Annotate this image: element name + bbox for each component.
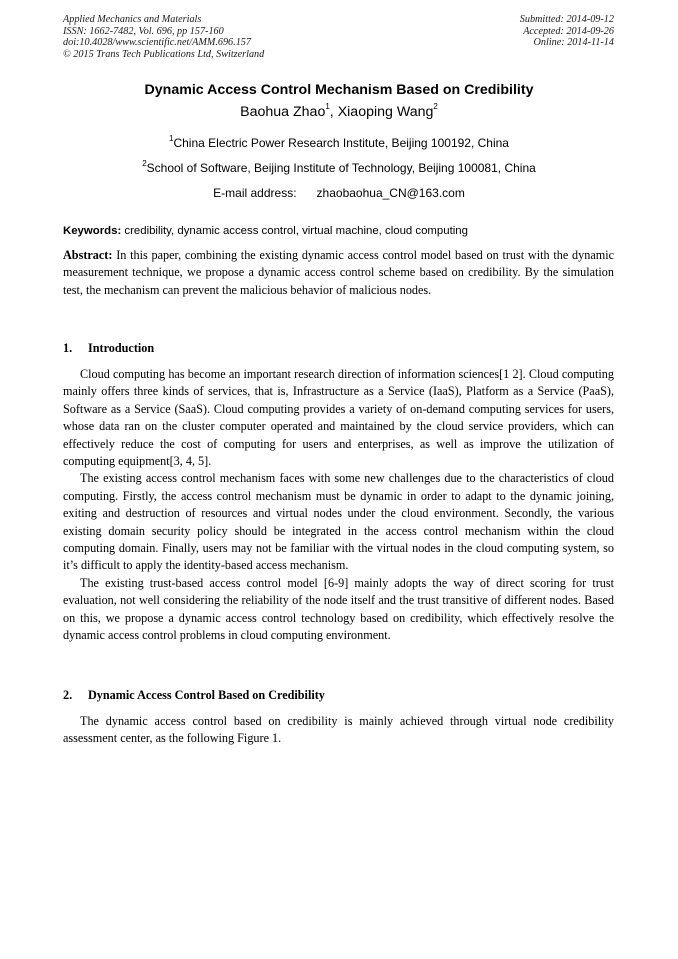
email-address[interactable]: zhaobaohua_CN@163.com (316, 186, 465, 200)
section-number: 1. (63, 341, 73, 355)
section-heading (63, 688, 325, 703)
author-separator: , (329, 104, 338, 120)
section-number: 2. (63, 688, 73, 702)
journal-doi: doi:10.4028/www.scientific.net/AMM.696.157 (63, 37, 251, 49)
section2-body (63, 713, 614, 748)
author-affiliation-mark: 2 (433, 102, 438, 111)
abstract-label: Abstract: (63, 248, 113, 262)
affiliation-text: China Electric Power Research Institute, Beijing 100192, China (173, 136, 509, 150)
affiliation-mark: 2 (142, 159, 147, 168)
email-label: E-mail address: (213, 186, 297, 200)
journal-name: Applied Mechanics and Materials (63, 14, 202, 25)
journal-issn: ISSN: 1662-7482, Vol. 696, pp 157-160 (63, 25, 224, 37)
abstract (63, 247, 614, 299)
journal-copyright: © 2015 Trans Tech Publications Ltd, Switzerland (63, 48, 265, 60)
affiliation-mark: 1 (169, 134, 174, 143)
introduction-body (63, 366, 614, 645)
keywords-label: Keywords: (63, 225, 122, 237)
paragraph: The existing trust-based access control model [6-9] mainly adopts the way of direct scoring for trust evaluation, not well considering the reliability of the node itself and the trust transitive of different nodes. Based on this, we propose a dynamic access control technology based on credibility, which effectively resolve the dynamic access control problems in cloud computing environment. (63, 575, 614, 643)
paper-title: Dynamic Access Control Mechanism Based on Credibility (144, 82, 534, 98)
online-date: Online: 2014-11-14 (533, 37, 614, 49)
email-line (0, 186, 678, 200)
author-name: Xiaoping Wang (337, 104, 434, 120)
keywords (63, 225, 615, 237)
section-heading (63, 341, 154, 356)
section-title: Dynamic Access Control Based on Credibility (88, 688, 325, 702)
publication-dates (520, 14, 614, 49)
paragraph: The dynamic access control based on credibility is mainly achieved through virtual node credibility assessment center, as the following Figure 1. (63, 714, 614, 746)
accepted-date: Accepted: 2014-09-26 (523, 25, 614, 37)
author-list (0, 104, 678, 120)
keywords-text: credibility, dynamic access control, virtual machine, cloud computing (124, 225, 468, 237)
author-affiliation-mark: 1 (325, 102, 330, 111)
author-name: Baohua Zhao (240, 104, 326, 120)
paragraph: The existing access control mechanism faces with some new challenges due to the characteristics of cloud computing. Firstly, the access control mechanism must be dynamic in order to adapt to the dynamic joining, exiting and destruction of resources and virtual nodes under the cloud environment. Secondly, the various existing domain security policy should be integrated in the access control mechanism within the cloud computing domain. Finally, users may not be familiar with the virtual nodes in the cloud computing system, so it’s difficult to apply the identity-based access mechanism. (63, 471, 614, 573)
affiliation-text: School of Software, Beijing Institute of Technology, Beijing 100081, China (146, 161, 536, 175)
affiliation (0, 136, 678, 150)
journal-info (63, 14, 264, 60)
section-title: Introduction (88, 341, 155, 355)
submitted-date: Submitted: 2014-09-12 (519, 14, 614, 25)
abstract-text: In this paper, combining the existing dynamic access control model based on trust with the dynamic measurement technique, we propose a dynamic access control scheme based on credibility. By the simulation test, the mechanism can prevent the malicious behavior of malicious nodes. (63, 248, 614, 297)
paragraph: Cloud computing has become an important research direction of information sciences[1 2]. Cloud computing mainly offers three kinds of services, that is, Infrastructure as a Service (IaaS), Platform as a Service (PaaS), Software as a Service (SaaS). Cloud computing provides a variety of on-demand computing services for users, whose data ran on the cluster computer operated and maintained by the cloud service providers, which can effectively reduce the cost of computing for users and enterprises, as well as improve the utilization of computing equipment[3, 4, 5]. (63, 367, 614, 469)
affiliation (0, 161, 678, 175)
